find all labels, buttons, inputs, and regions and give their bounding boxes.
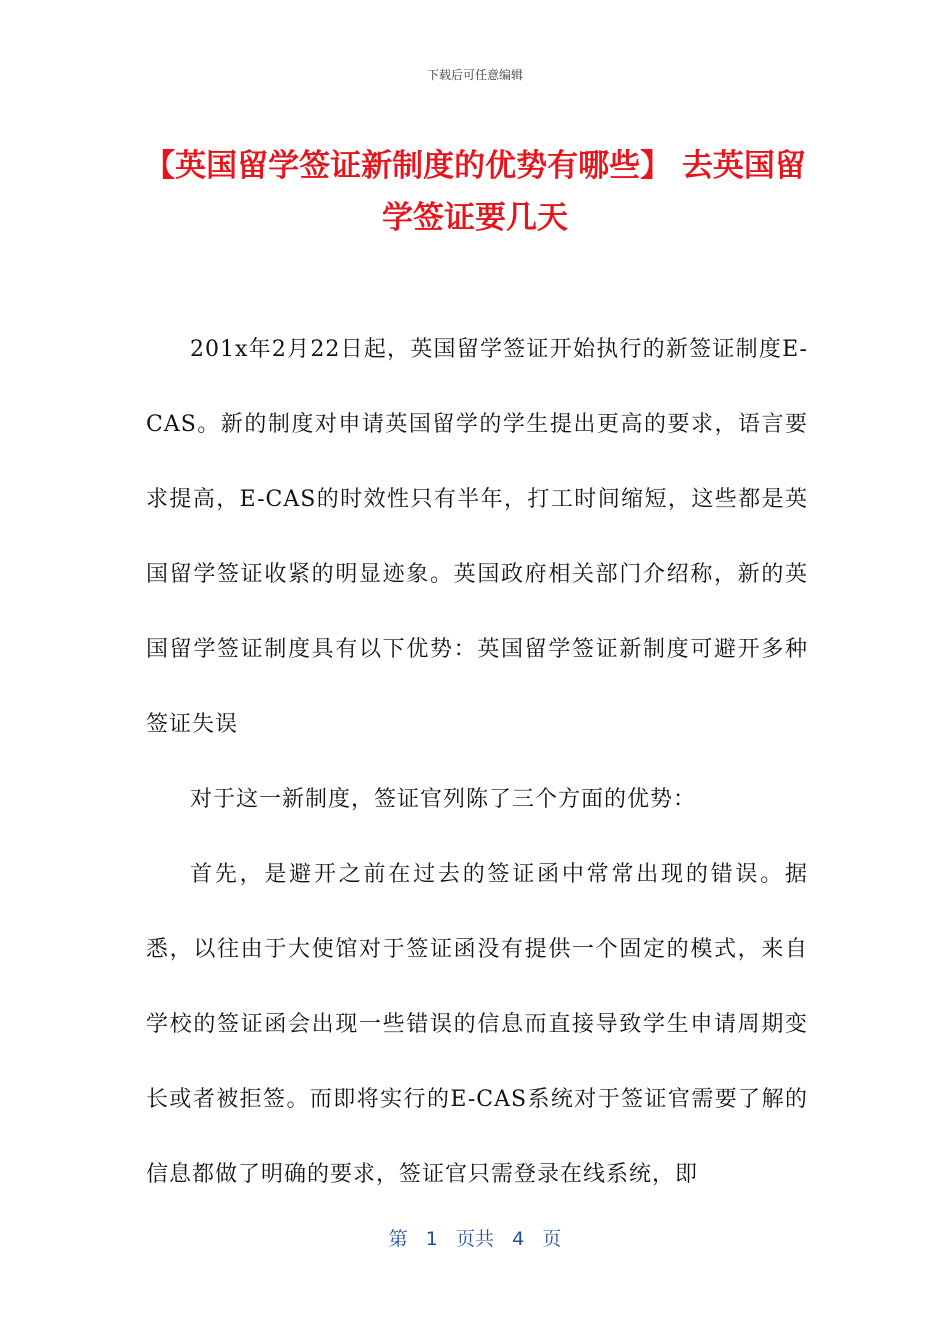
- header-note: 下载后可任意编辑: [426, 68, 523, 82]
- paragraph-1: 201x年2月22日起，英国留学签证开始执行的新签证制度E-CAS。新的制度对申请英国留学的学生提出更高的要求，语言要求提高，E-CAS的时效性只有半年，打工时间缩短，这些都是英国留学签证收紧的明显迹象。英国政府相关部门介绍称，新的英国留学签证制度具有以下优势：英国留学签证新制度可避开多种签证失误: [146, 337, 808, 737]
- page-label-prefix: 第: [388, 1228, 408, 1250]
- page-label-mid: 页共: [455, 1228, 494, 1250]
- current-page-number: 1: [425, 1228, 438, 1250]
- paragraph-2: 对于这一新制度，签证官列陈了三个方面的优势：: [190, 787, 697, 812]
- document-title: 【英国留学签证新制度的优势有哪些】 去英国留学签证要几天: [144, 148, 806, 236]
- total-pages-number: 4: [512, 1228, 525, 1250]
- page-footer: [0, 1224, 950, 1251]
- document-body: [146, 312, 808, 1212]
- page-label-suffix: 页: [542, 1228, 562, 1250]
- paragraph-3: 首先，是避开之前在过去的签证函中常常出现的错误。据悉，以往由于大使馆对于签证函没有提供一个固定的模式，来自学校的签证函会出现一些错误的信息而直接导致学生申请周期变长或者被拒签。而即将实行的E-CAS系统对于签证官需要了解的信息都做了明确的要求，签证官只需登录在线系统，即: [146, 862, 808, 1187]
